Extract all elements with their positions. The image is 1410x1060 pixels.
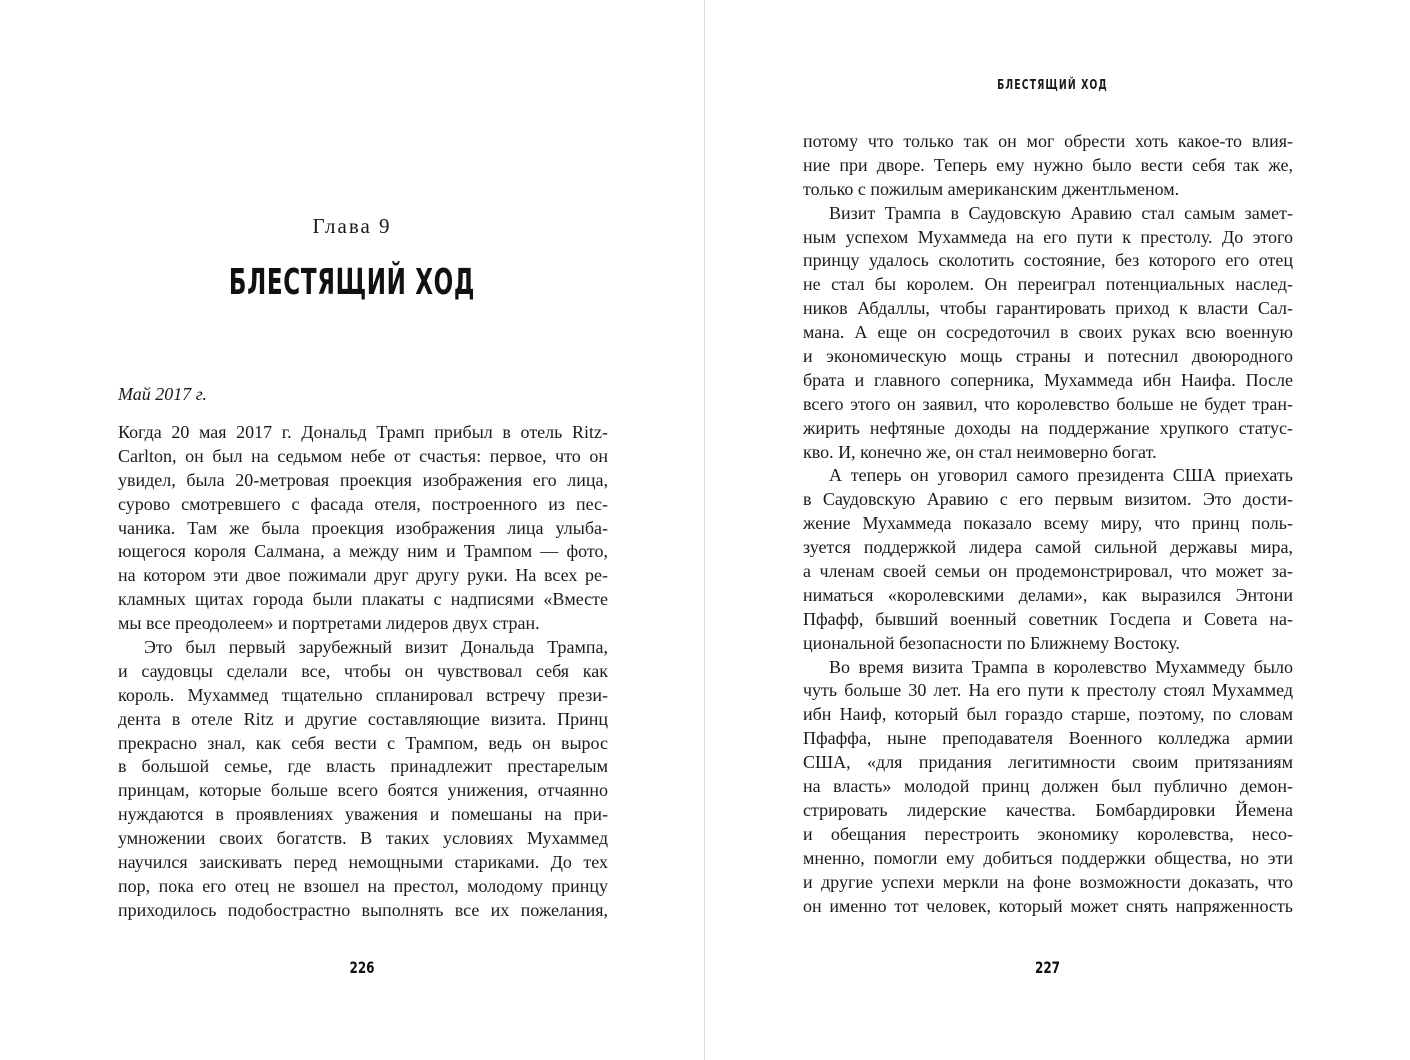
text-line: Пфаффа, ныне преподавателя Военного колледжа армии xyxy=(803,728,1293,749)
left-page xyxy=(0,0,704,1060)
text-line: кламных щитах города были плакаты с надписями «Вместе xyxy=(118,589,608,610)
text-line: в большой семье, где власть принадлежит престарелым xyxy=(118,756,608,777)
text-line: ибн Наиф, который был гораздо старше, поэтому, по словам xyxy=(803,704,1293,725)
text-line: сурово смотревшего с фасада отеля, построенного из пес- xyxy=(118,493,608,514)
date-line: Май 2017 г. xyxy=(118,384,208,404)
text-line: кво. И, конечно же, он стал неимоверно богат. xyxy=(803,441,1157,462)
text-line: на котором эти двое пожимали друг другу руки. На всех ре- xyxy=(118,565,608,586)
text-line: чуть больше 30 лет. На его пути к престолу стоял Мухаммед xyxy=(803,680,1293,701)
text-line: ющегося короля Салмана, а между ним и Трампом — фото, xyxy=(118,541,608,562)
text-line: научился заискивать перед немощными стариками. До тех xyxy=(118,852,608,873)
text-line: и обещания перестроить экономику королевства, несо- xyxy=(803,823,1293,844)
text-line: мненно, помогли ему добиться поддержки общества, но эти xyxy=(803,847,1293,868)
text-line: мана. А еще он сосредоточил в своих руках всю военную xyxy=(803,322,1293,343)
text-line: пор, пока его отец не взошел на престол, молодому принцу xyxy=(118,875,608,896)
page-number: 227 xyxy=(1034,958,1061,977)
text-line: умножении своих богатств. В таких условиях Мухаммед xyxy=(118,828,608,849)
text-line: не стал бы королем. Он переиграл потенциальных наслед- xyxy=(803,274,1293,295)
text-line: мы все преодолеем» и портретами лидеров двух стран. xyxy=(118,613,540,634)
text-line: Пфафф, бывший военный советник Госдепа и Совета на- xyxy=(803,608,1293,629)
text-line: а членам своей семьи он продемонстрировал, что может за- xyxy=(803,561,1293,582)
text-line: А теперь он уговорил самого президента США приехать xyxy=(829,465,1293,486)
text-line: увидел, была 20-метровая проекция изображения его лица, xyxy=(118,469,608,490)
right-page xyxy=(705,0,1410,1060)
text-line: и другие успехи меркли на фоне возможности доказать, что xyxy=(803,871,1293,892)
text-line: ние при дворе. Теперь ему нужно было вести себя так же, xyxy=(803,154,1293,175)
text-line: США, «для придания легитимности своим притязаниям xyxy=(803,752,1293,773)
text-line: в Саудовскую Аравию с его первым визитом. Это дости- xyxy=(803,489,1293,510)
text-line: циональной безопасности по Ближнему Востоку. xyxy=(803,632,1180,653)
text-line: Во время визита Трампа в королевство Мухаммеду было xyxy=(829,656,1293,677)
text-line: Визит Трампа в Саудовскую Аравию стал самым замет- xyxy=(829,202,1293,223)
text-line: только с пожилым американским джентльменом. xyxy=(803,178,1180,199)
text-line: чаника. Там же была проекция изображения лица улыба- xyxy=(118,517,608,538)
left-body-text xyxy=(118,421,608,923)
text-line: Когда 20 мая 2017 г. Дональд Трамп прибыл в отель Ritz- xyxy=(118,422,608,442)
text-line: жение Мухаммеда показало всему миру, что принц поль- xyxy=(803,513,1293,534)
text-line: и экономическую мощь страны и потеснил двоюродного xyxy=(803,346,1293,367)
text-line: ниматься «королевскими делами», как выразился Энтони xyxy=(803,584,1293,605)
text-line: нуждаются в проявлениях уважения и помешаны на при- xyxy=(118,804,608,825)
text-line: король. Мухаммед тщательно спланировал встречу прези- xyxy=(118,684,608,705)
chapter-label: Глава 9 xyxy=(312,214,392,238)
right-body-text xyxy=(803,130,1293,918)
text-line: и саудовцы сделали все, чтобы он чувствовал себя как xyxy=(118,660,608,681)
text-line: приходилось подобострастно выполнять все их пожелания, xyxy=(118,899,608,920)
text-line: принцам, которые больше всего боятся унижения, отчаянно xyxy=(118,780,608,801)
text-line: дента в отеле Ritz и другие составляющие визита. Принц xyxy=(118,708,608,729)
text-line: ников Абдаллы, чтобы гарантировать приход к власти Сал- xyxy=(803,298,1293,319)
text-line: Это был первый зарубежный визит Дональда Трампа, xyxy=(144,637,608,658)
text-line: прекрасно знал, как себя вести с Трампом, ведь он вырос xyxy=(118,732,608,753)
text-line: он именно тот человек, который может снять напряженность xyxy=(803,895,1293,916)
text-line: Carlton, он был на седьмом небе от счастья: первое, что он xyxy=(118,445,608,466)
text-line: стрировать лидерские качества. Бомбардировки Йемена xyxy=(803,799,1293,820)
text-line: брата и главного соперника, Мухаммеда ибн Наифа. После xyxy=(803,369,1293,390)
page-number: 226 xyxy=(349,958,375,977)
text-line: зуется поддержкой лидера самой сильной державы мира, xyxy=(803,537,1293,558)
text-line: ным успехом Мухаммеда на его пути к престолу. До этого xyxy=(803,226,1293,247)
running-head: БЛЕСТЯЩИЙ ХОД xyxy=(997,78,1108,93)
text-line: на власть» молодой принц должен был публично демон- xyxy=(803,776,1293,797)
chapter-title: БЛЕСТЯЩИЙ ХОД xyxy=(228,262,476,303)
text-line: принцу удалось сколотить состояние, без которого его отец xyxy=(803,250,1293,271)
text-line: потому что только так он мог обрести хоть какое-то влия- xyxy=(803,131,1293,151)
text-line: жирить нефтяные доходы на поддержание хрупкого статус- xyxy=(803,417,1293,438)
text-line: всего этого он заявил, что королевство больше не будет тран- xyxy=(803,393,1293,414)
